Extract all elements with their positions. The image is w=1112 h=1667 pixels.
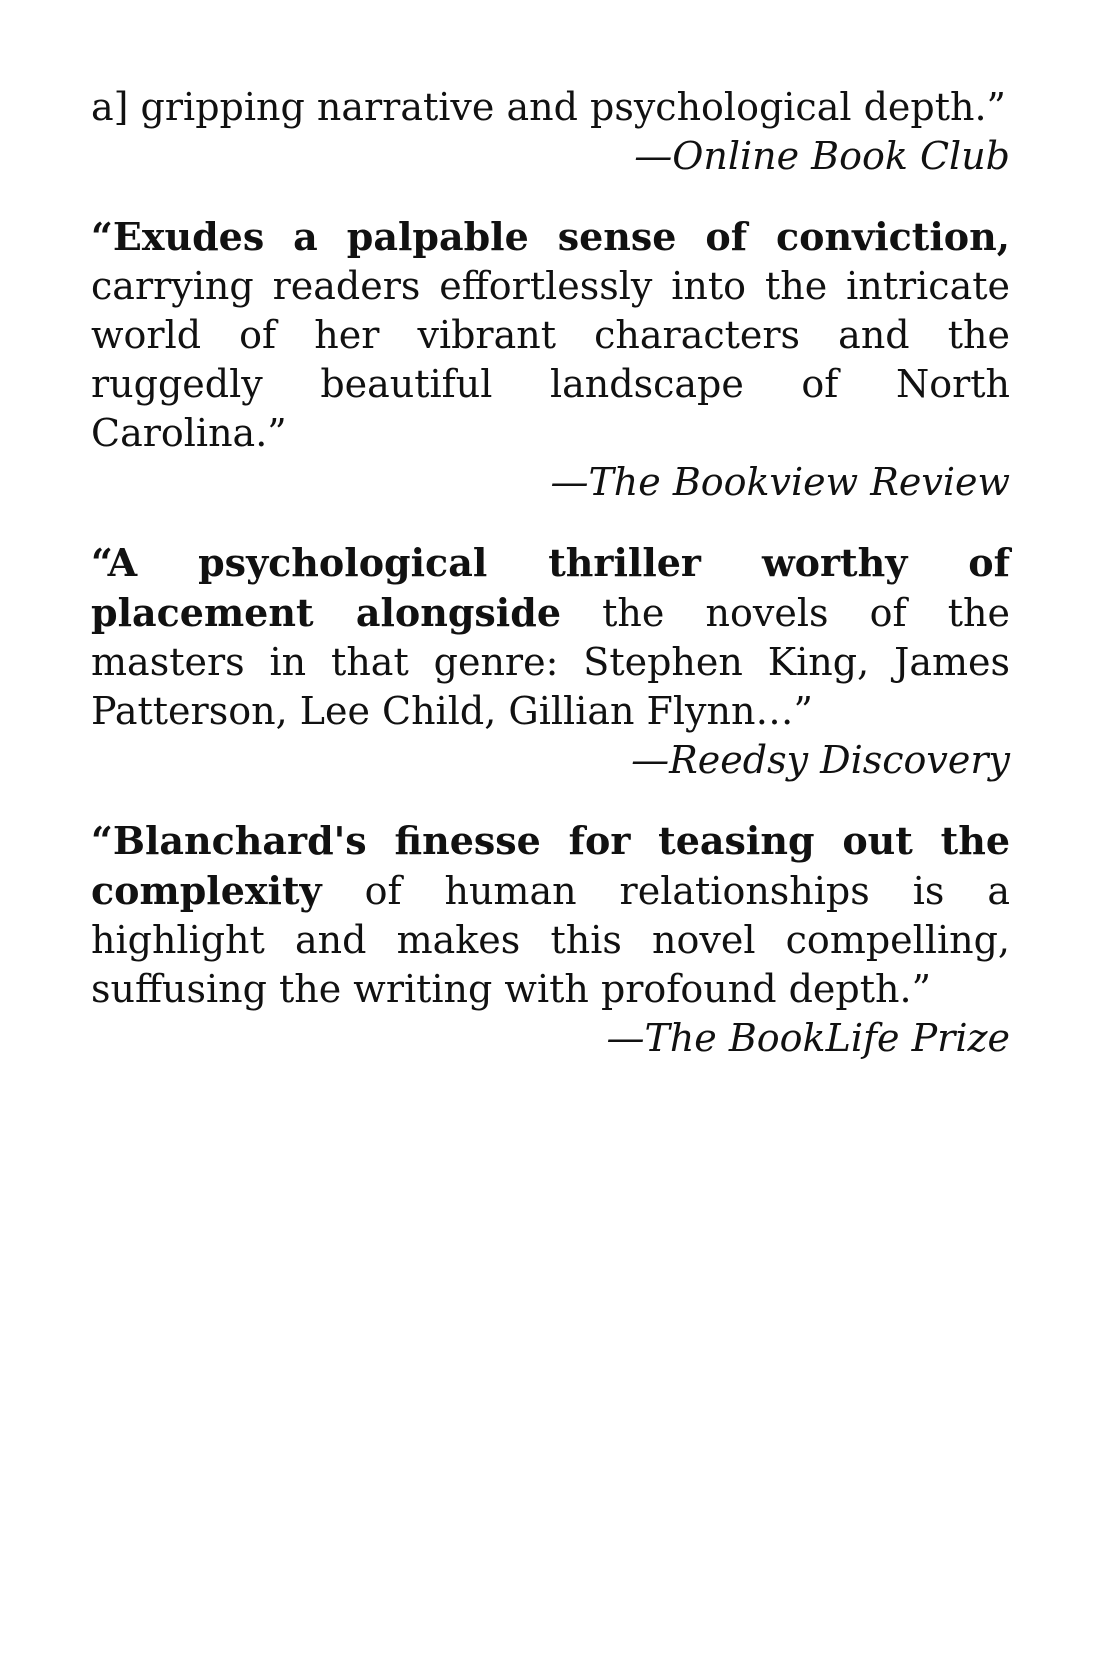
review-source: —Online Book Club <box>634 134 1010 178</box>
review-quote-emphasis: “Blanchard's finesse for teasing out the complexity <box>91 818 1010 913</box>
review-block <box>91 82 1010 181</box>
review-page <box>91 82 1010 1094</box>
review-source: —The Bookview Review <box>550 460 1010 504</box>
review-block <box>91 212 1010 507</box>
review-source: —Reedsy Discovery <box>631 738 1010 782</box>
review-quote-text: of human relationships is a highlight and makes this novel compelling, suffusing the writing with profound depth.” <box>91 869 1010 1011</box>
review-quote-emphasis: “A psychological thriller worthy of placement alongside <box>91 540 1010 635</box>
review-quote-text: the novels of the masters in that genre: Stephen King, James Patterson, Lee Child, Gillian Flynn…” <box>91 591 1010 733</box>
review-quote <box>91 538 1010 736</box>
review-quote <box>91 816 1010 1014</box>
review-quote <box>91 82 1010 132</box>
review-source: —The BookLife Prize <box>606 1016 1010 1060</box>
review-quote-emphasis: “Exudes a palpable sense of conviction, <box>91 214 1010 259</box>
review-block <box>91 538 1010 785</box>
review-quote-text: a] gripping narrative and psychological depth.” <box>91 85 1006 129</box>
review-quote <box>91 212 1010 458</box>
review-quote-text: carrying readers effortlessly into the intricate world of her vibrant characters and the ruggedly beautiful landscape of North Carolina.” <box>91 264 1010 455</box>
review-block <box>91 816 1010 1063</box>
